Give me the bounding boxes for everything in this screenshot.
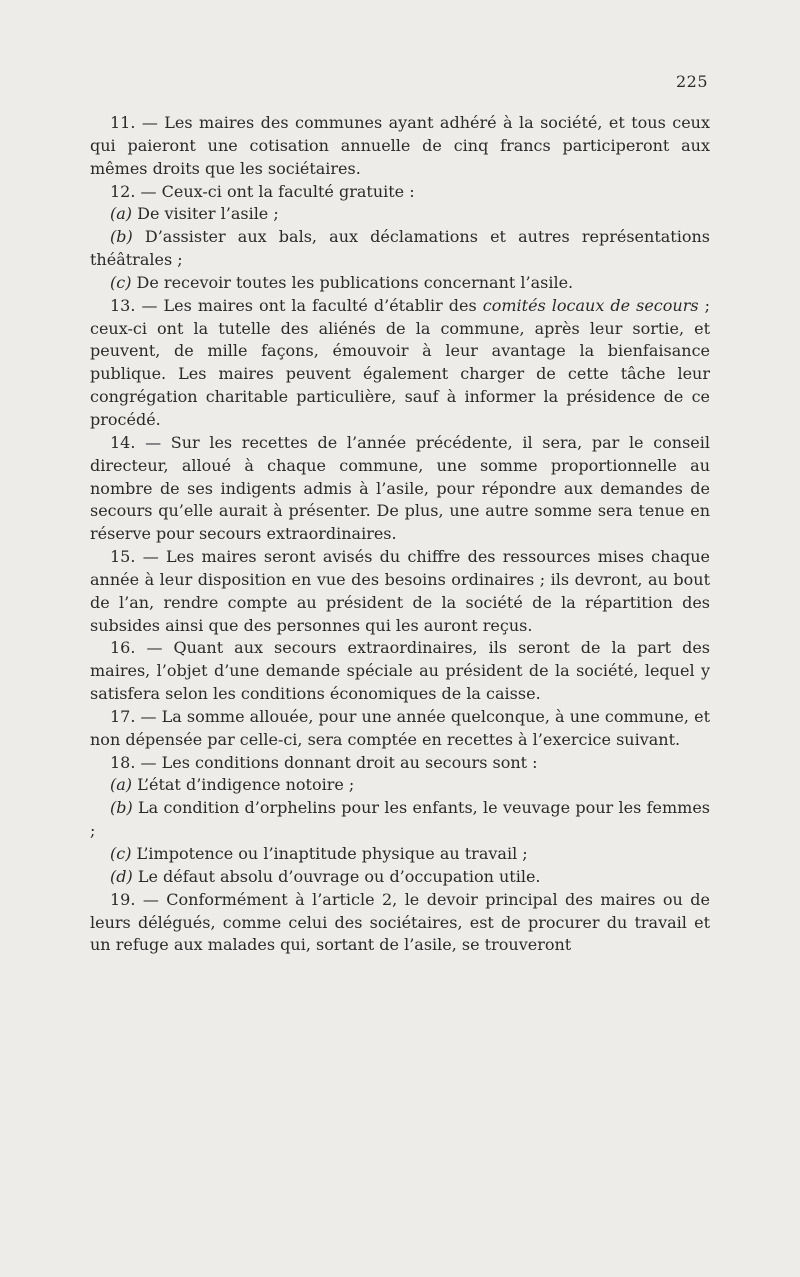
paragraph-15: 15. — Les maires seront avisés du chiffre des ressources mises chaque année à leur disposition en vue des besoins ordinaires ; ils devront, au bout de l’an, rendre compte au président de la société de la répartition des subsides ainsi que des personnes qui les auront reçus. bbox=[90, 547, 710, 635]
paragraph-13: 13. — Les maires ont la faculté d’établir des comités locaux de secours ; ceux-ci ont la tutelle des aliénés de la commune, après leur sortie, et peuvent, de mille façons, émouvoir à leur avantage la bienfaisance publique. Les maires peuvent également charger de cette tâche leur congrégation charitable particulière, sauf à informer la présidence de ce procédé. bbox=[90, 295, 710, 429]
item-label: (a) bbox=[110, 204, 133, 224]
paragraph-19: 19. — Conformément à l’article 2, le devoir principal des maires ou de leurs délégués, comme celui des sociétaires, est de procurer du travail et un refuge aux malades qui, sortant de l’asile, se trouveront bbox=[90, 889, 710, 955]
item-label: (b) bbox=[110, 798, 133, 818]
paragraph-16: 16. — Quant aux secours extraordinaires, ils seront de la part des maires, l’objet d’une demande spéciale au président de la société, lequel y satisfera selon les conditions économiques de la caisse. bbox=[90, 638, 710, 704]
item-label: (d) bbox=[110, 866, 133, 886]
item-18-a: (a) L’état d’indigence notoire ; bbox=[110, 775, 355, 795]
paragraph-12: 12. — Ceux-ci ont la faculté gratuite : bbox=[110, 181, 415, 201]
italic-phrase: comités locaux de secours bbox=[482, 295, 699, 315]
item-label: (c) bbox=[110, 844, 132, 863]
item-12-b: (b) D’assister aux bals, aux déclamations et autres représentations théâtrales ; bbox=[90, 227, 710, 270]
body-text bbox=[90, 112, 710, 957]
item-label: (c) bbox=[110, 272, 132, 292]
item-label: (a) bbox=[110, 775, 133, 795]
paragraph-18: 18. — Les conditions donnant droit au secours sont : bbox=[110, 752, 538, 772]
item-18-d: (d) Le défaut absolu d’ouvrage ou d’occupation utile. bbox=[110, 866, 541, 886]
paragraph-14: 14. — Sur les recettes de l’année précédente, il sera, par le conseil directeur, alloué à chaque commune, une somme proportionnelle au nombre de ses indigents admis à l’asile, pour répondre aux demandes de secours qu’elle aurait à présenter. De plus, une autre somme sera tenue en réserve pour secours extraordinaires. bbox=[90, 432, 710, 544]
page-number: 225 bbox=[676, 72, 709, 91]
item-18-c: (c) L’impotence ou l’inaptitude physique au travail ; bbox=[110, 844, 528, 863]
paragraph-17: 17. — La somme allouée, pour une année quelconque, à une commune, et non dépensée par celle-ci, sera comptée en recettes à l’exercice suivant. bbox=[90, 706, 710, 749]
item-12-c: (c) De recevoir toutes les publications concernant l’asile. bbox=[110, 272, 574, 292]
item-12-a: (a) De visiter l’asile ; bbox=[110, 204, 279, 224]
item-label: (b) bbox=[110, 227, 133, 247]
paragraph-11: 11. — Les maires des communes ayant adhéré à la société, et tous ceux qui paieront une cotisation annuelle de cinq francs participeront aux mêmes droits que les sociétaires. bbox=[90, 113, 710, 178]
item-18-b: (b) La condition d’orphelins pour les enfants, le veuvage pour les femmes ; bbox=[90, 798, 710, 841]
